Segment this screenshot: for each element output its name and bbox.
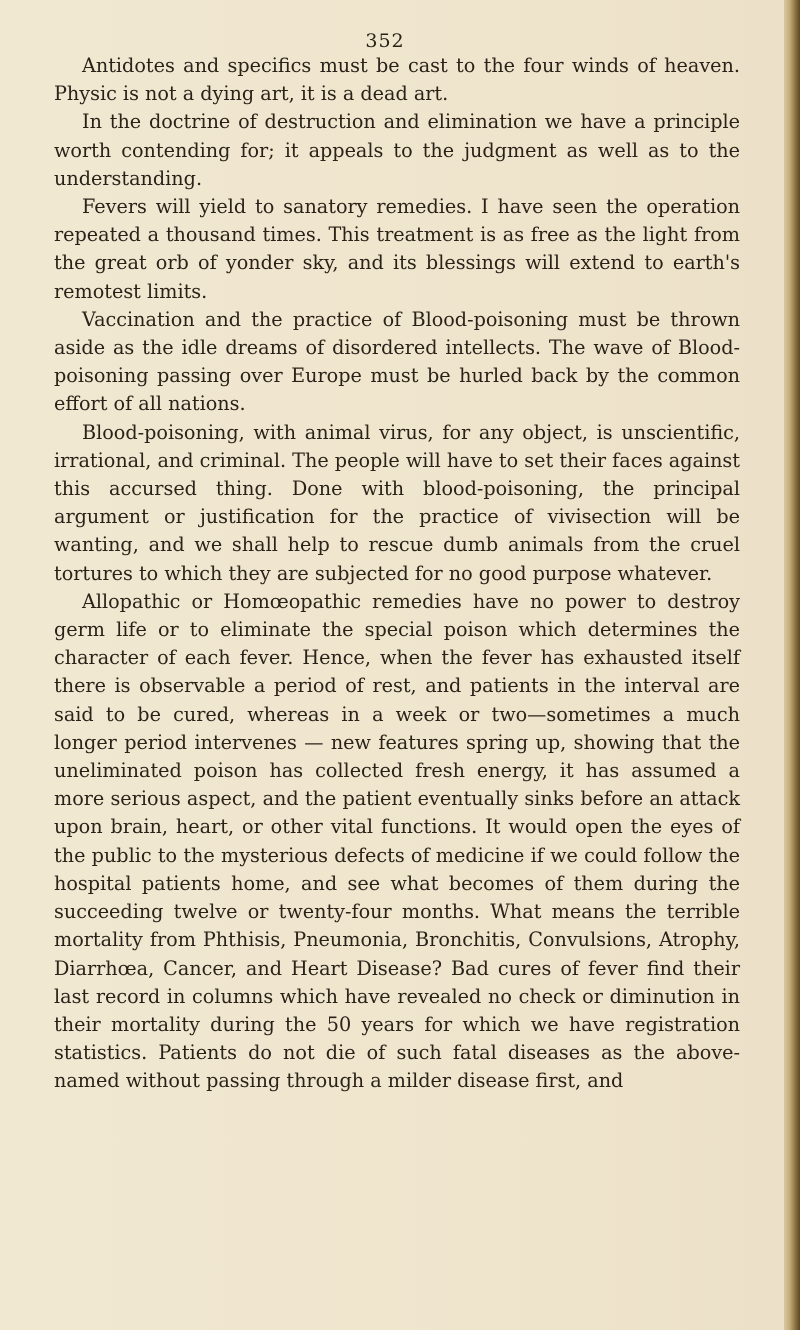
paragraph-doctrine: In the doctrine of destruction and elimination we have a principle worth contending for; it appeals to the judgment as well as to the understanding. — [54, 110, 740, 190]
paragraph-antidotes: Antidotes and specifics must be cast to the four winds of heaven. Physic is not a dying art, it is a dead art. — [54, 54, 740, 106]
paragraph-blood-poisoning: Blood-poisoning, with animal virus, for any object, is unscientific, irrational, and criminal. The people will have to set their faces against this accursed thing. Done with blood-poisoning, the principal argument or justification for the practice of vivisection will be wanting, and we shall help to rescue dumb animals from the cruel tortures to which they are subjected for no good purpose whatever. — [54, 420, 740, 585]
page-edge-shadow — [784, 0, 800, 1330]
body-text — [54, 52, 740, 1096]
paragraph-fevers: Fevers will yield to sanatory remedies. I have seen the operation repeated a thousand times. This treatment is as free as the light from the great orb of yonder sky, and its blessings will extend to earth's remotest limits. — [54, 195, 740, 303]
paragraph-vaccination: Vaccination and the practice of Blood-poisoning must be thrown aside as the idle dreams of disordered intellects. The wave of Blood-poisoning passing over Europe must be hurled back by the common effort of all nations. — [54, 307, 740, 416]
page-number: 352 — [365, 30, 405, 52]
paragraph-allopathic: Allopathic or Homœopathic remedies have no power to destroy germ life or to eliminate the special poison which determines the character of each fever. Hence, when the fever has exhausted itself there is observable a period of rest, and patients in the interval are said to be cured, whereas in a week or two—sometimes a much longer period intervenes — new features spring up, showing that the uneliminated poison has collected fresh energy, it has assumed a more serious aspect, and the patient eventually sinks before an attack upon brain, heart, or other vital functions. It would open the eyes of the public to the mysterious defects of medicine if we could follow the hospital patients home, and see what becomes of them during the succeeding twelve or twenty-four months. What means the terrible mortality from Phthisis, Pneumonia, Bronchitis, Convulsions, Atrophy, Diarrhœa, Cancer, and Heart Disease? Bad cures of fever find their last record in columns which have revealed no check or diminution in their mortality during the 50 years for which we have registration statistics. Patients do not die of such fatal diseases as the above-named without passing through a milder disease first, and — [54, 589, 740, 1093]
